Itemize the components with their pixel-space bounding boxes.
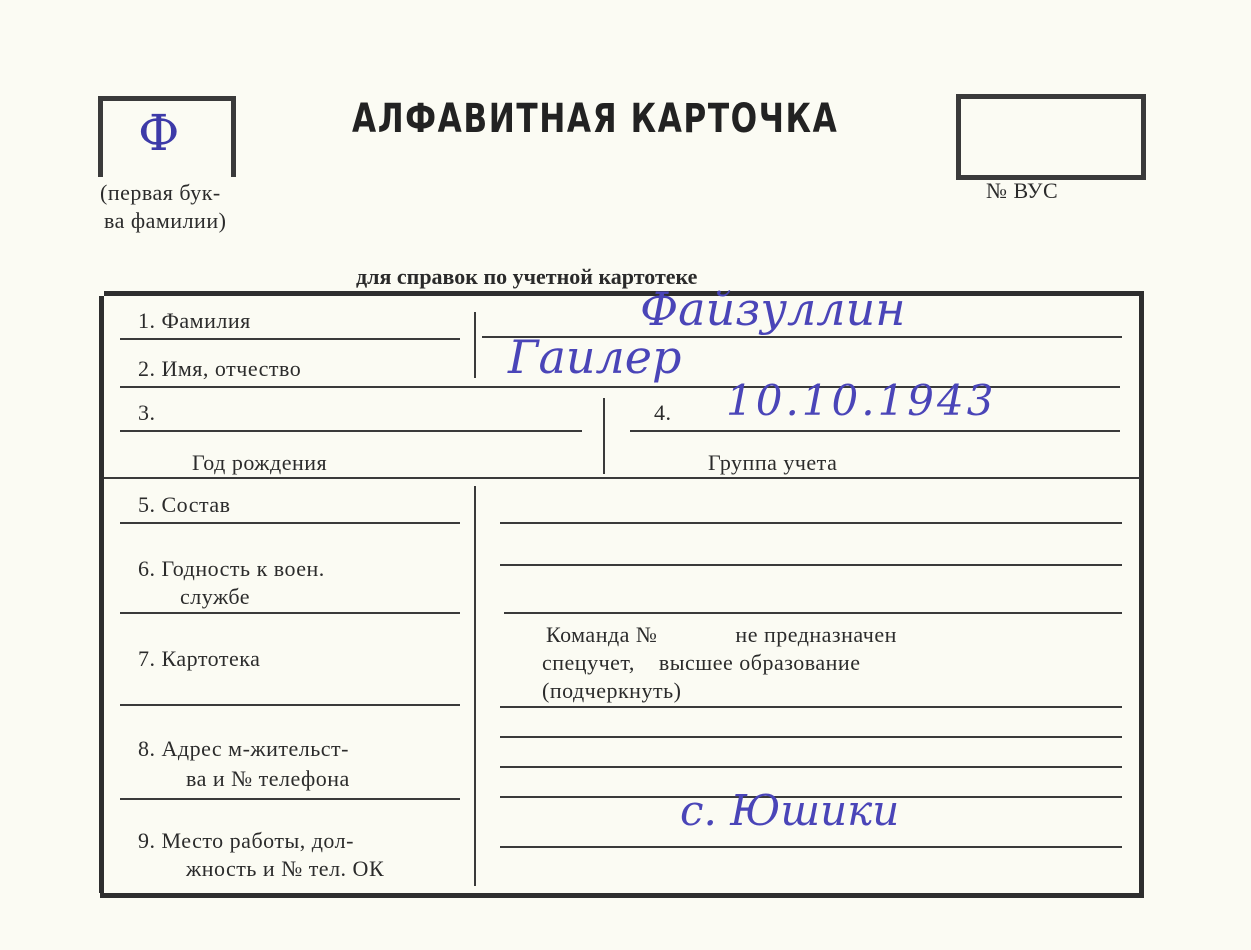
account-group-value: 10.10.1943 bbox=[726, 376, 997, 425]
card-subtitle: для справок по учетной картотеке bbox=[356, 264, 698, 289]
address-value-line1 bbox=[500, 766, 1122, 768]
frame-bottom bbox=[100, 893, 1144, 898]
fitness-label-line1: 6. Годность к воен. bbox=[138, 556, 325, 581]
card-file-label-line bbox=[120, 704, 460, 706]
workplace-label-line2: жность и № тел. ОК bbox=[186, 856, 385, 881]
name-value: Гаилер bbox=[508, 330, 682, 384]
birth-group-divider bbox=[603, 398, 605, 474]
account-group-number: 4. bbox=[654, 400, 672, 425]
composition-value-line bbox=[500, 522, 1122, 524]
name-divider bbox=[474, 312, 476, 378]
fitness-label-line bbox=[120, 612, 460, 614]
frame-right bbox=[1139, 296, 1144, 893]
birth-year-caption: Год рождения bbox=[192, 450, 328, 475]
frame-left bbox=[99, 296, 104, 893]
composition-label-line bbox=[120, 522, 460, 524]
letter-caption-line1: (первая бук- bbox=[100, 180, 221, 205]
account-group-line bbox=[630, 430, 1120, 432]
name-label: 2. Имя, отчество bbox=[138, 356, 302, 381]
vus-label: № ВУС bbox=[986, 178, 1059, 203]
fitness-value-line2 bbox=[504, 612, 1122, 614]
card-file-text-line2: спецучет, высшее образование bbox=[542, 650, 861, 675]
surname-value: Файзуллин bbox=[640, 282, 906, 336]
address-label-line bbox=[120, 798, 460, 800]
frame-top bbox=[104, 291, 1144, 296]
composition-label: 5. Состав bbox=[138, 492, 231, 517]
card-file-text-line1: Команда № не предназначен bbox=[546, 622, 897, 647]
lower-divider bbox=[474, 486, 476, 886]
card-file-text-line3: (подчеркнуть) bbox=[542, 678, 682, 703]
fitness-value-line1 bbox=[500, 564, 1122, 566]
surname-label: 1. Фамилия bbox=[138, 308, 251, 333]
address-value-line3 bbox=[500, 846, 1122, 848]
section-separator bbox=[104, 477, 1140, 479]
card-title: АЛФАВИТНАЯ КАРТОЧКА bbox=[352, 96, 839, 142]
address-label-line2: ва и № телефона bbox=[186, 766, 350, 791]
card-file-label: 7. Картотека bbox=[138, 646, 261, 671]
birth-year-number: 3. bbox=[138, 400, 156, 425]
vus-box bbox=[956, 94, 1146, 180]
workplace-label-line1: 9. Место работы, дол- bbox=[138, 828, 354, 853]
letter-caption-line2: ва фамилии) bbox=[104, 208, 227, 233]
card-file-value-line1 bbox=[500, 706, 1122, 708]
address-value: с. Юшики bbox=[680, 786, 900, 835]
letter-value: Ф bbox=[138, 104, 180, 162]
card-file-value-line2 bbox=[500, 736, 1122, 738]
address-label-line1: 8. Адрес м-жительст- bbox=[138, 736, 349, 761]
account-group-caption: Группа учета bbox=[708, 450, 838, 475]
surname-label-line bbox=[120, 338, 460, 340]
fitness-label-line2: службе bbox=[180, 584, 251, 609]
birth-year-line bbox=[120, 430, 582, 432]
